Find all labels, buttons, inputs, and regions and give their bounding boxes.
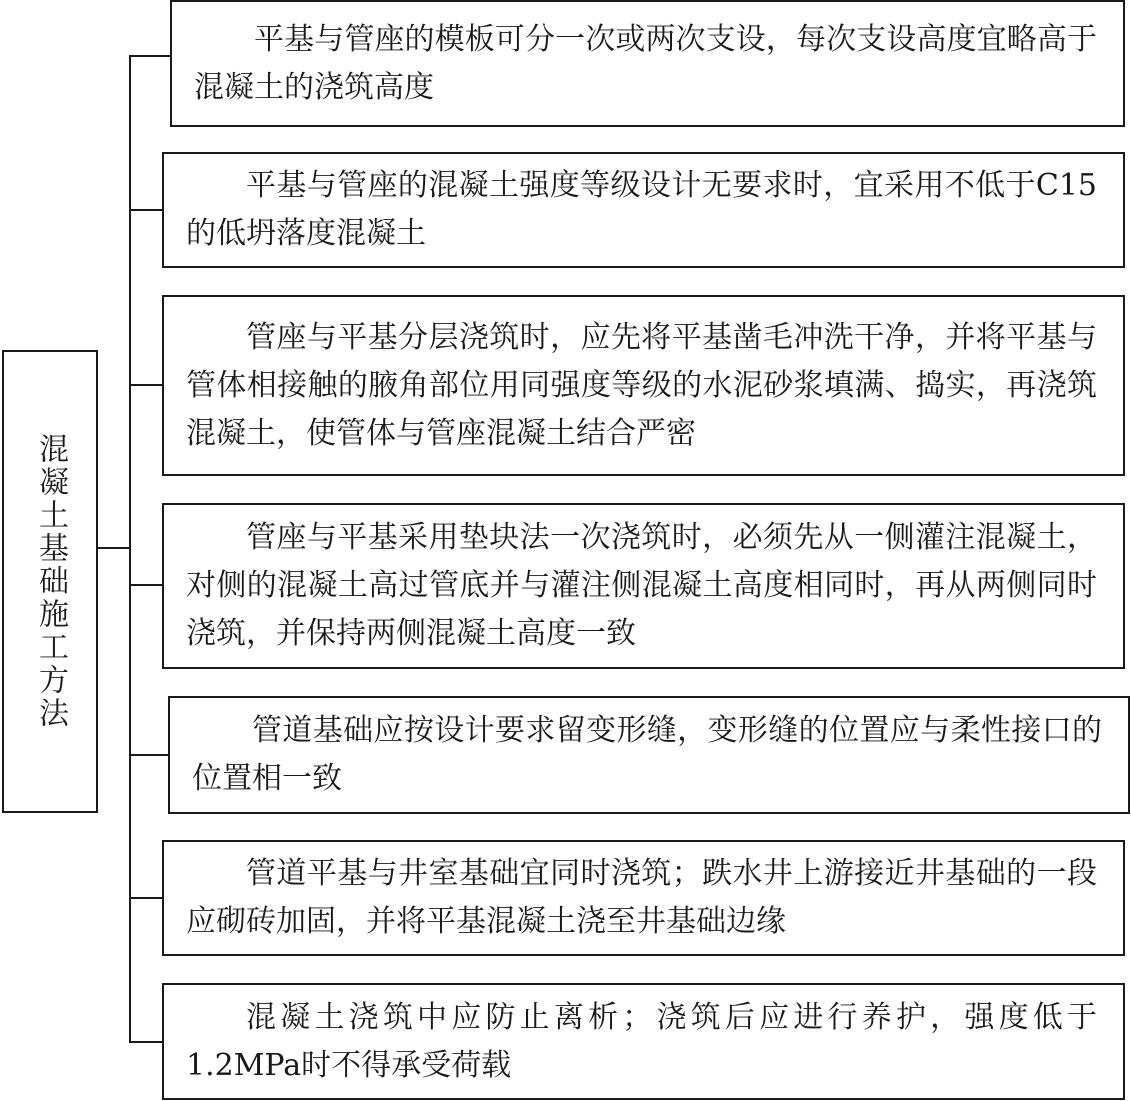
method-box-4 — [162, 503, 1125, 669]
branch-line-7 — [129, 1041, 163, 1043]
method-box-3 — [162, 295, 1125, 476]
root-node — [2, 350, 98, 813]
method-box-2 — [162, 152, 1125, 268]
branch-line-6 — [129, 897, 163, 899]
method-box-7 — [162, 983, 1125, 1100]
method-text-7: 混凝土浇筑中应防止离析；浇筑后应进行养护，强度低于1.2MPa时不得承受荷载 — [186, 999, 1097, 1083]
method-text-5: 管道基础应按设计要求留变形缝，变形缝的位置应与柔性接口的位置相一致 — [192, 713, 1102, 796]
branch-line-5 — [129, 754, 169, 756]
branch-line-2 — [129, 209, 163, 211]
root-connector — [98, 547, 131, 549]
method-text-1: 平基与管座的模板可分一次或两次支设，每次支设高度宜略高于混凝土的浇筑高度 — [194, 21, 1097, 105]
method-text-4: 管座与平基采用垫块法一次浇筑时，必须先从一侧灌注混凝土，对侧的混凝土高过管底并与灌注侧混凝土高度相同时，再从两侧同时浇筑，并保持两侧混凝土高度一致 — [186, 520, 1097, 651]
method-box-1 — [170, 0, 1125, 127]
trunk-line — [129, 55, 131, 1043]
branch-line-3 — [129, 384, 163, 386]
branch-line-4 — [129, 584, 163, 586]
branch-line-1 — [129, 55, 171, 57]
method-box-5 — [168, 696, 1130, 814]
method-text-6: 管道平基与井室基础宜同时浇筑；跌水井上游接近井基础的一段应砌砖加固，并将平基混凝土浇至井基础边缘 — [186, 856, 1097, 939]
method-text-3: 管座与平基分层浇筑时，应先将平基凿毛冲洗干净，并将平基与管体相接触的腋角部位用同强度等级的水泥砂浆填满、捣实，再浇筑混凝土，使管体与管座混凝土结合严密 — [186, 319, 1097, 451]
method-text-2: 平基与管座的混凝土强度等级设计无要求时，宜采用不低于C15的低坍落度混凝土 — [186, 168, 1097, 251]
method-box-6 — [162, 840, 1125, 956]
root-title: 混凝土基础施工方法 — [33, 433, 68, 730]
